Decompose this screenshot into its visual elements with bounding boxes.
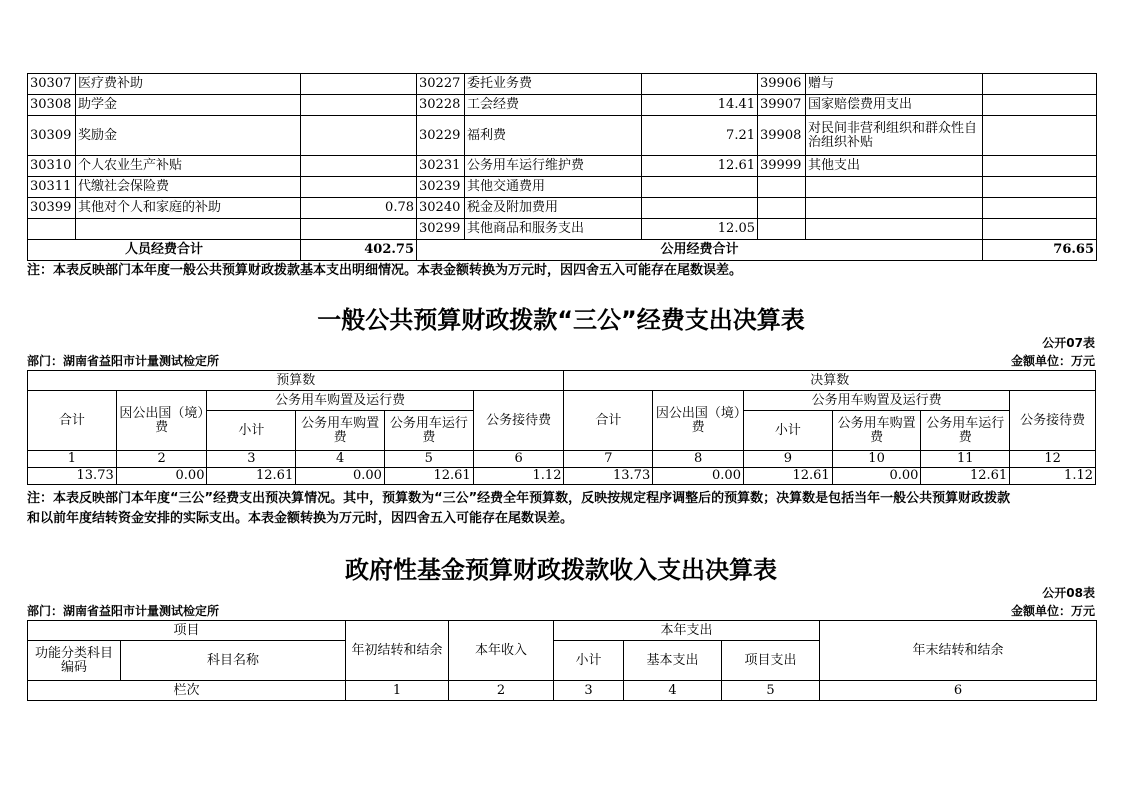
code-header: 功能分类科目编码: [28, 641, 121, 681]
column-number: 9: [743, 451, 832, 468]
value-cell: 1.12: [1010, 468, 1096, 485]
personnel-total-label: 人员经费合计: [28, 240, 301, 261]
value-cell: 0.00: [653, 468, 744, 485]
name-cell: 代缴社会保险费: [76, 177, 301, 198]
column-number: 3: [207, 451, 296, 468]
code-cell: 30239: [417, 177, 465, 198]
code-cell: [28, 219, 76, 240]
code-cell: [758, 198, 806, 219]
table2-note-line1: 注：本表反映部门本年度“三公”经费支出预决算情况。其中，预算数为“三公”经费全年预算数，反映按规定程序调整后的预算数；决算数是包括当年一般公共预算财政拨款: [27, 491, 1011, 506]
name-cell: 委托业务费: [465, 74, 642, 95]
amount-cell: [983, 95, 1097, 116]
final-abroad-header: 因公出国（境）费: [653, 391, 744, 451]
column-number: 8: [653, 451, 744, 468]
amount-cell: [983, 74, 1097, 95]
table-row: [28, 177, 1097, 198]
table3-title: 政府性基金预算财政拨款收入支出决算表: [345, 556, 777, 584]
budget-operation-header: 公务用车运行费: [384, 411, 473, 451]
gov-fund-table: [27, 620, 1097, 701]
code-cell: 30227: [417, 74, 465, 95]
amount-cell: [301, 219, 417, 240]
column-number: 4: [296, 451, 385, 468]
code-cell: 39908: [758, 116, 806, 156]
code-cell: 30299: [417, 219, 465, 240]
amount-cell: [983, 219, 1097, 240]
amount-cell: [983, 198, 1097, 219]
column-number: 5: [384, 451, 473, 468]
amount-cell: [301, 116, 417, 156]
column-number: 7: [564, 451, 653, 468]
table3-unit: 金额单位：万元: [1010, 604, 1095, 618]
column-number: 5: [722, 681, 820, 701]
amount-cell: [301, 74, 417, 95]
code-cell: [758, 177, 806, 198]
basic-expense-header: 基本支出: [624, 641, 722, 681]
income-header: 本年收入: [449, 621, 554, 681]
amount-cell: 12.61: [642, 156, 758, 177]
amount-cell: 7.21: [642, 116, 758, 156]
column-number: 1: [346, 681, 449, 701]
final-purchase-header: 公务用车购置费: [832, 411, 921, 451]
amount-cell: [642, 198, 758, 219]
name-cell: 赠与: [806, 74, 983, 95]
value-cell: 1.12: [473, 468, 564, 485]
expense-subtotal-header: 小计: [554, 641, 624, 681]
table2-unit: 金额单位：万元: [1010, 354, 1095, 368]
name-cell: [76, 219, 301, 240]
amount-cell: [642, 74, 758, 95]
name-cell: 工会经费: [465, 95, 642, 116]
table-row: [28, 116, 1097, 156]
column-number: 10: [832, 451, 921, 468]
code-cell: 30231: [417, 156, 465, 177]
column-number: 12: [1010, 451, 1096, 468]
public-total-value: 76.65: [983, 240, 1097, 261]
budget-reception-header: 公务接待费: [473, 391, 564, 451]
budget-vehicle-header: 公务用车购置及运行费: [207, 391, 473, 411]
table2-code: 公开07表: [1042, 336, 1095, 350]
final-subtotal-header: 小计: [743, 411, 832, 451]
begin-balance-header: 年初结转和结余: [346, 621, 449, 681]
code-cell: 30399: [28, 198, 76, 219]
column-number: 2: [449, 681, 554, 701]
table1-note: 注：本表反映部门本年度一般公共预算财政拨款基本支出明细情况。本表金额转换为万元时，因四舍五入可能存在尾数误差。: [27, 263, 743, 278]
value-cell: 12.61: [207, 468, 296, 485]
budget-total-header: 合计: [28, 391, 117, 451]
amount-cell: [301, 156, 417, 177]
column-number: 1: [28, 451, 117, 468]
amount-cell: 0.78: [301, 198, 417, 219]
amount-cell: [301, 177, 417, 198]
code-cell: 30307: [28, 74, 76, 95]
table1-body: [28, 74, 1097, 240]
table-row: [28, 74, 1097, 95]
code-cell: 30311: [28, 177, 76, 198]
code-cell: 39906: [758, 74, 806, 95]
amount-cell: [983, 156, 1097, 177]
public-total-label: 公用经费合计: [417, 240, 983, 261]
name-cell: [806, 219, 983, 240]
name-cell: 公务用车运行维护费: [465, 156, 642, 177]
name-cell: 福利费: [465, 116, 642, 156]
project-expense-header: 项目支出: [722, 641, 820, 681]
name-cell: 对民间非营利组织和群众性自治组织补贴: [806, 116, 983, 156]
value-cell: 13.73: [564, 468, 653, 485]
item-header: 项目: [28, 621, 346, 641]
amount-cell: 12.05: [642, 219, 758, 240]
three-public-expense-table: [27, 370, 1096, 485]
table3-code: 公开08表: [1042, 586, 1095, 600]
budget-header: 预算数: [28, 371, 564, 391]
value-cell: 12.61: [743, 468, 832, 485]
row-label: 栏次: [28, 681, 346, 701]
table-row: [28, 219, 1097, 240]
name-cell: 其他支出: [806, 156, 983, 177]
column-number: 11: [921, 451, 1010, 468]
table-row: [28, 198, 1097, 219]
column-number: 6: [473, 451, 564, 468]
budget-purchase-header: 公务用车购置费: [296, 411, 385, 451]
amount-cell: [983, 177, 1097, 198]
code-cell: 39907: [758, 95, 806, 116]
final-vehicle-header: 公务用车购置及运行费: [743, 391, 1009, 411]
final-header: 决算数: [564, 371, 1096, 391]
code-cell: 30308: [28, 95, 76, 116]
budget-abroad-header: 因公出国（境）费: [116, 391, 207, 451]
name-cell: 国家赔偿费用支出: [806, 95, 983, 116]
name-cell: 助学金: [76, 95, 301, 116]
code-cell: 30228: [417, 95, 465, 116]
amount-cell: [642, 177, 758, 198]
value-cell: 12.61: [384, 468, 473, 485]
basic-expense-detail-table: [27, 73, 1097, 261]
value-cell: 13.73: [28, 468, 117, 485]
code-cell: [758, 219, 806, 240]
code-cell: 30310: [28, 156, 76, 177]
totals-row: [28, 240, 1097, 261]
final-total-header: 合计: [564, 391, 653, 451]
column-number: 2: [116, 451, 207, 468]
amount-cell: [983, 116, 1097, 156]
code-cell: 30309: [28, 116, 76, 156]
code-cell: 30240: [417, 198, 465, 219]
personnel-total-value: 402.75: [301, 240, 417, 261]
name-cell: 税金及附加费用: [465, 198, 642, 219]
table2-note-line2: 和以前年度结转资金安排的实际支出。本表金额转换为万元时，因四舍五入可能存在尾数误差。: [27, 511, 574, 526]
expense-header: 本年支出: [554, 621, 820, 641]
column-number-row: [28, 451, 1096, 468]
name-cell: 医疗费补助: [76, 74, 301, 95]
code-cell: 30229: [417, 116, 465, 156]
values-row: [28, 468, 1096, 485]
table-row: [28, 95, 1097, 116]
name-cell: 个人农业生产补贴: [76, 156, 301, 177]
amount-cell: [301, 95, 417, 116]
end-balance-header: 年末结转和结余: [820, 621, 1097, 681]
column-number: 3: [554, 681, 624, 701]
table3-dept: 部门：湖南省益阳市计量测试检定所: [27, 604, 220, 618]
table2-dept: 部门：湖南省益阳市计量测试检定所: [27, 354, 220, 368]
name-cell: 其他交通费用: [465, 177, 642, 198]
name-cell: [806, 177, 983, 198]
column-number-row: [28, 681, 1097, 701]
name-cell: 其他对个人和家庭的补助: [76, 198, 301, 219]
budget-subtotal-header: 小计: [207, 411, 296, 451]
table2-title: 一般公共预算财政拨款“三公”经费支出决算表: [317, 306, 805, 334]
name-header: 科目名称: [121, 641, 346, 681]
code-cell: 39999: [758, 156, 806, 177]
name-cell: [806, 198, 983, 219]
name-cell: 其他商品和服务支出: [465, 219, 642, 240]
final-operation-header: 公务用车运行费: [921, 411, 1010, 451]
column-number: 6: [820, 681, 1097, 701]
value-cell: 0.00: [296, 468, 385, 485]
table-row: [28, 156, 1097, 177]
final-reception-header: 公务接待费: [1010, 391, 1096, 451]
value-cell: 12.61: [921, 468, 1010, 485]
amount-cell: 14.41: [642, 95, 758, 116]
value-cell: 0.00: [116, 468, 207, 485]
column-number: 4: [624, 681, 722, 701]
value-cell: 0.00: [832, 468, 921, 485]
name-cell: 奖励金: [76, 116, 301, 156]
